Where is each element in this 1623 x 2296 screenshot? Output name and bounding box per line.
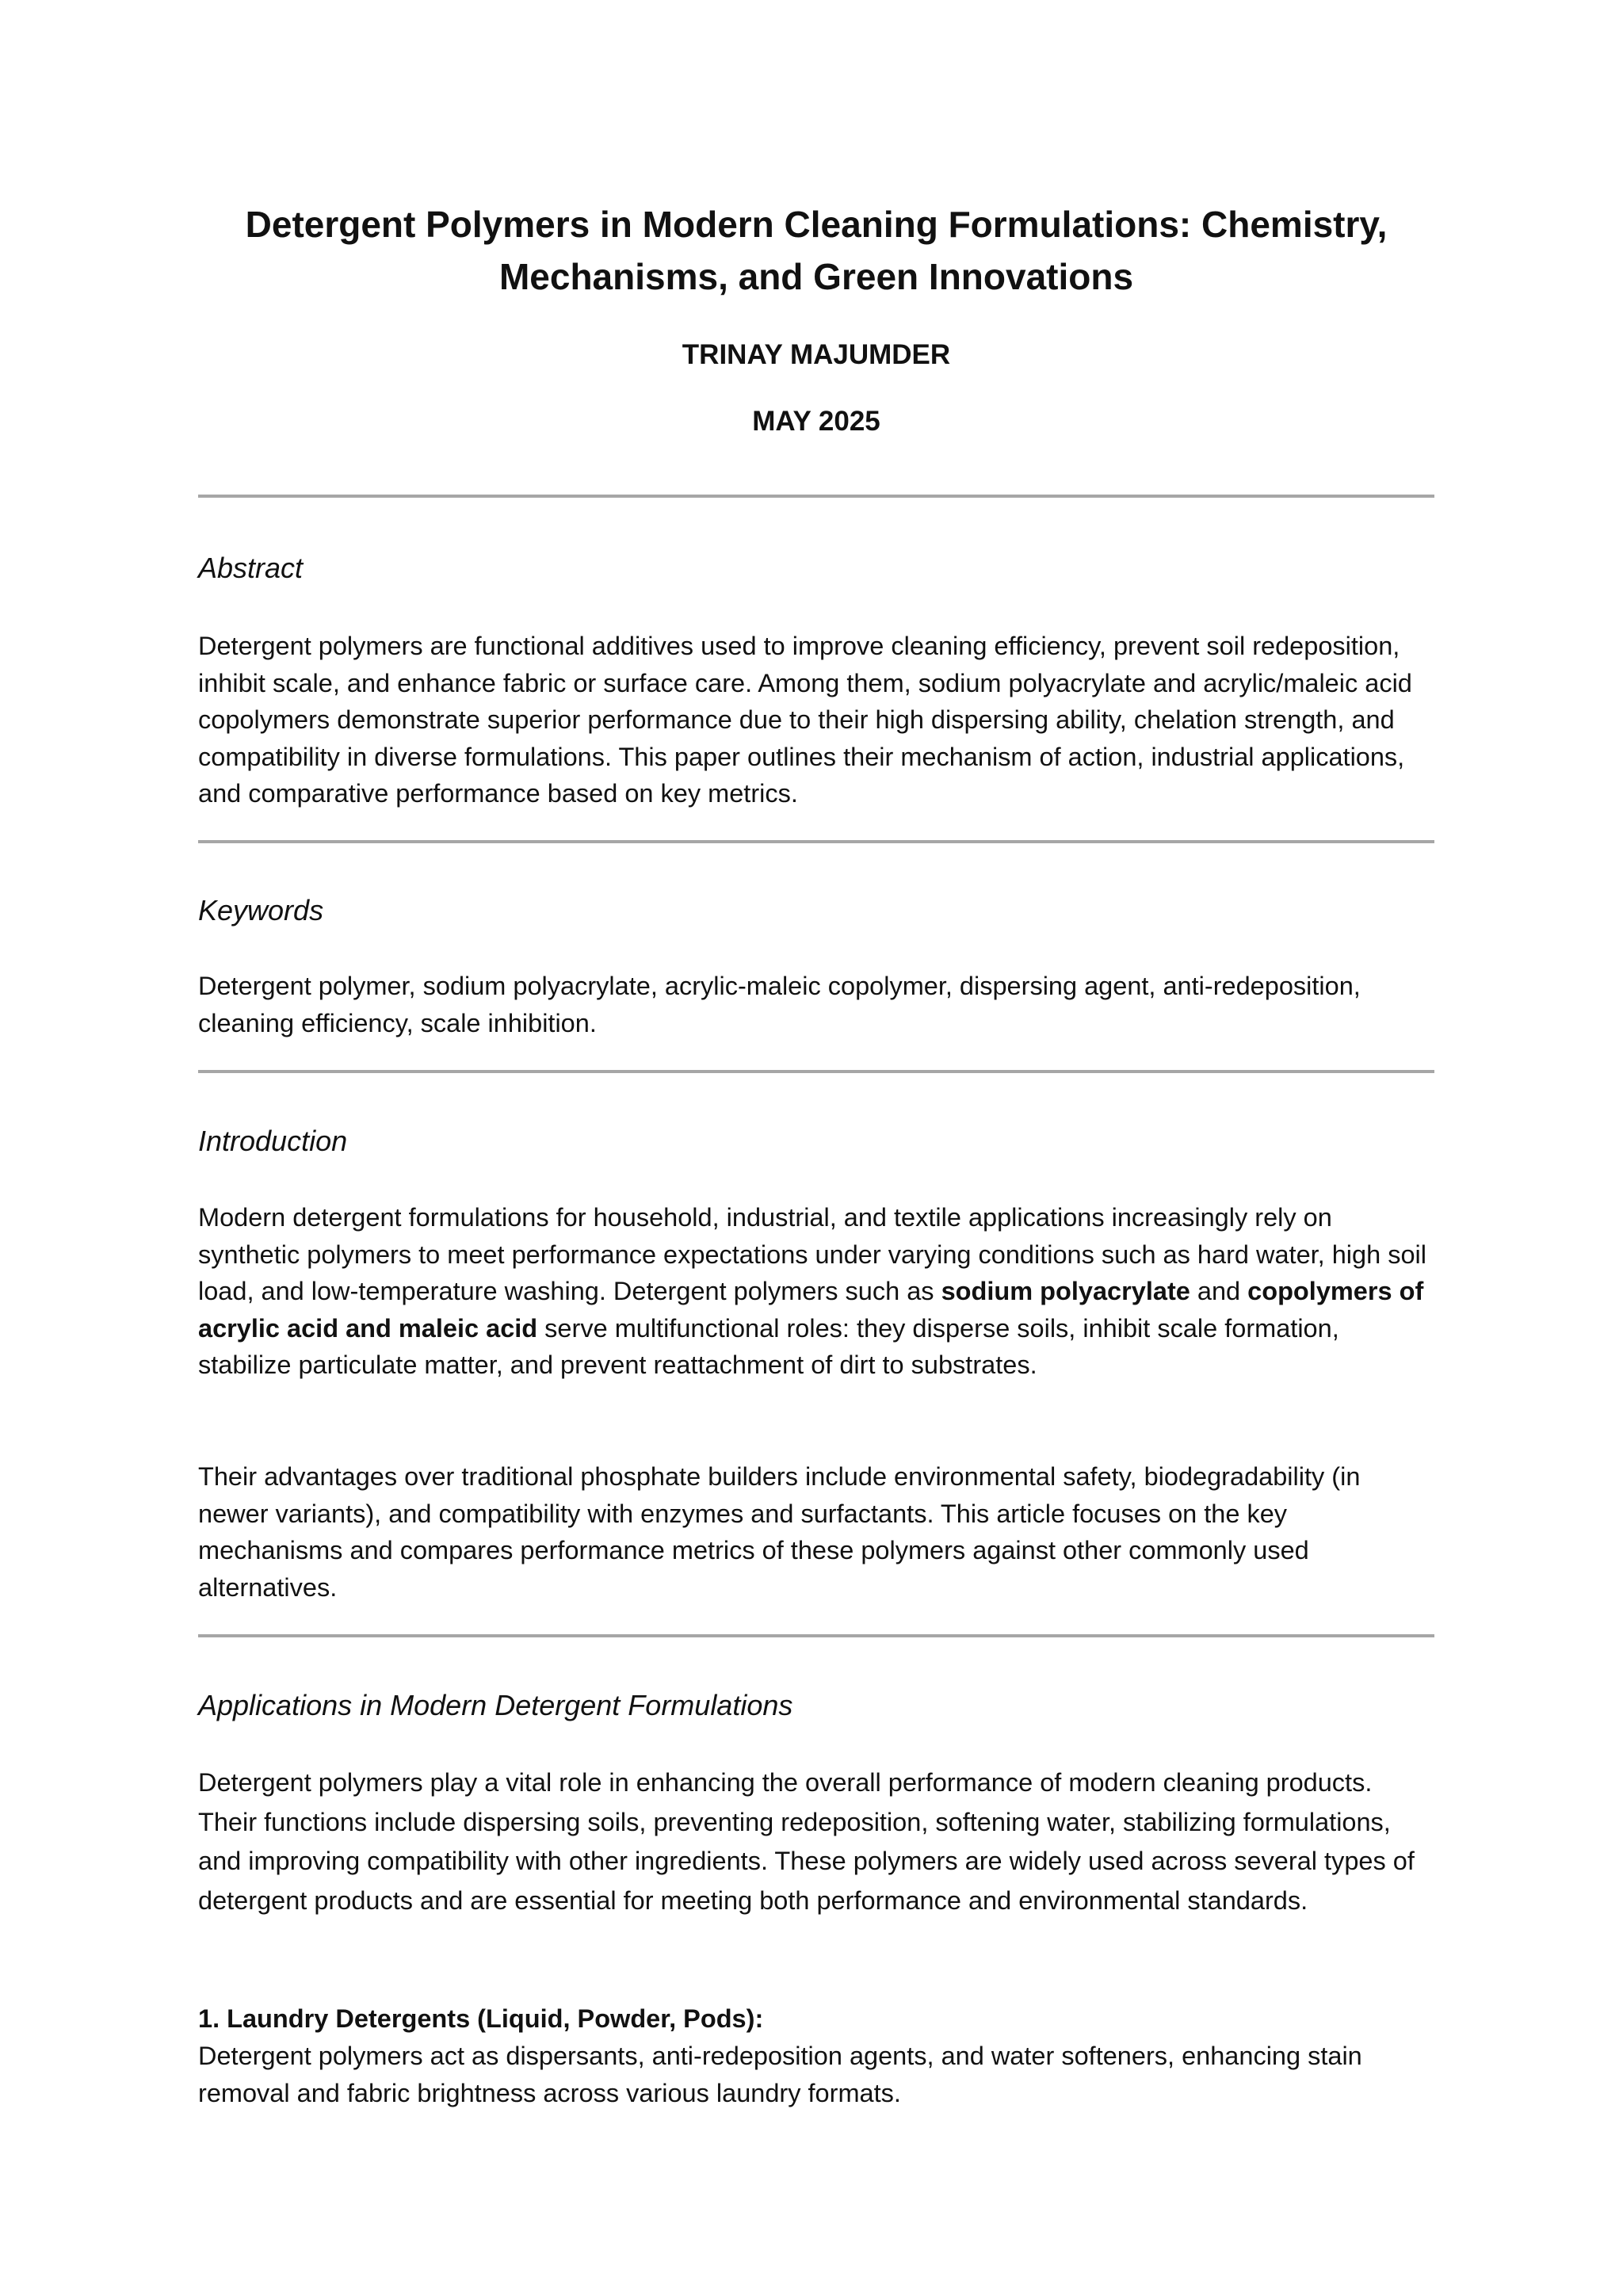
intro-bold-sodium-polyacrylate: sodium polyacrylate: [941, 1277, 1190, 1305]
paper-title: Detergent Polymers in Modern Cleaning Formulations: Chemistry, Mechanisms, and Green Innovations: [245, 204, 1388, 297]
laundry-detergents-text: Detergent polymers act as dispersants, anti-redeposition agents, and water softeners, enhancing stain removal and fabric brightness across various laundry formats.: [198, 2042, 1362, 2107]
intro-bold-copolymers: copolymers of acrylic acid and maleic acid: [198, 1277, 1424, 1343]
keywords-text: Detergent polymer, sodium polyacrylate, acrylic-maleic copolymer, dispersing agent, anti-redeposition, cleaning efficiency, scale inhibition.: [198, 972, 1361, 1037]
section-divider: [198, 1634, 1434, 1637]
introduction-paragraph-1: [198, 1199, 1434, 1384]
section-divider: [198, 840, 1434, 843]
keywords-heading: Keywords: [198, 894, 324, 926]
intro-text-segment: Modern detergent formulations for household, industrial, and textile applications increasingly rely on synthetic polymers to meet performance expectations under varying conditions such as hard water, high soil load, and low-temperature washing. Detergent polymers such as: [198, 1203, 1426, 1305]
abstract-heading: Abstract: [198, 552, 304, 584]
author-name: TRINAY MAJUMDER: [682, 339, 951, 370]
applications-paragraph: Detergent polymers play a vital role in enhancing the overall performance of modern cleaning products. Their functions include dispersing soils, preventing redeposition, softening water, stabilizing formulations, and improving compatibility with other ingredients. These polymers are widely used across several types of detergent products and are essential for meeting both performance and environmental standards.: [198, 1768, 1415, 1915]
abstract-text: Detergent polymers are functional additives used to improve cleaning efficiency, prevent soil redeposition, inhibit scale, and enhance fabric or surface care. Among them, sodium polyacrylate and acrylic/maleic acid copolymers demonstrate superior performance due to their high dispersing ability, chelation strength, and compatibility in diverse formulations. This paper outlines their mechanism of action, industrial applications, and comparative performance based on key metrics.: [198, 632, 1412, 808]
section-divider: [198, 495, 1434, 498]
laundry-detergents-title: 1. Laundry Detergents (Liquid, Powder, Pods):: [198, 2004, 764, 2033]
section-divider: [198, 1070, 1434, 1073]
intro-text-segment: and: [1190, 1277, 1248, 1305]
introduction-heading: Introduction: [198, 1125, 348, 1157]
publication-date: MAY 2025: [752, 406, 880, 437]
intro-text-segment: serve multifunctional roles: they disperse soils, inhibit scale formation, stabilize particulate matter, and prevent reattachment of dirt to substrates.: [198, 1313, 1339, 1379]
applications-heading: Applications in Modern Detergent Formulations: [198, 1689, 793, 1721]
introduction-paragraph-2: Their advantages over traditional phosphate builders include environmental safety, biodegradability (in newer variants), and compatibility with enzymes and surfactants. This article focuses on the key mechanisms and compares performance metrics of these polymers against other commonly used alternatives.: [198, 1462, 1361, 1602]
